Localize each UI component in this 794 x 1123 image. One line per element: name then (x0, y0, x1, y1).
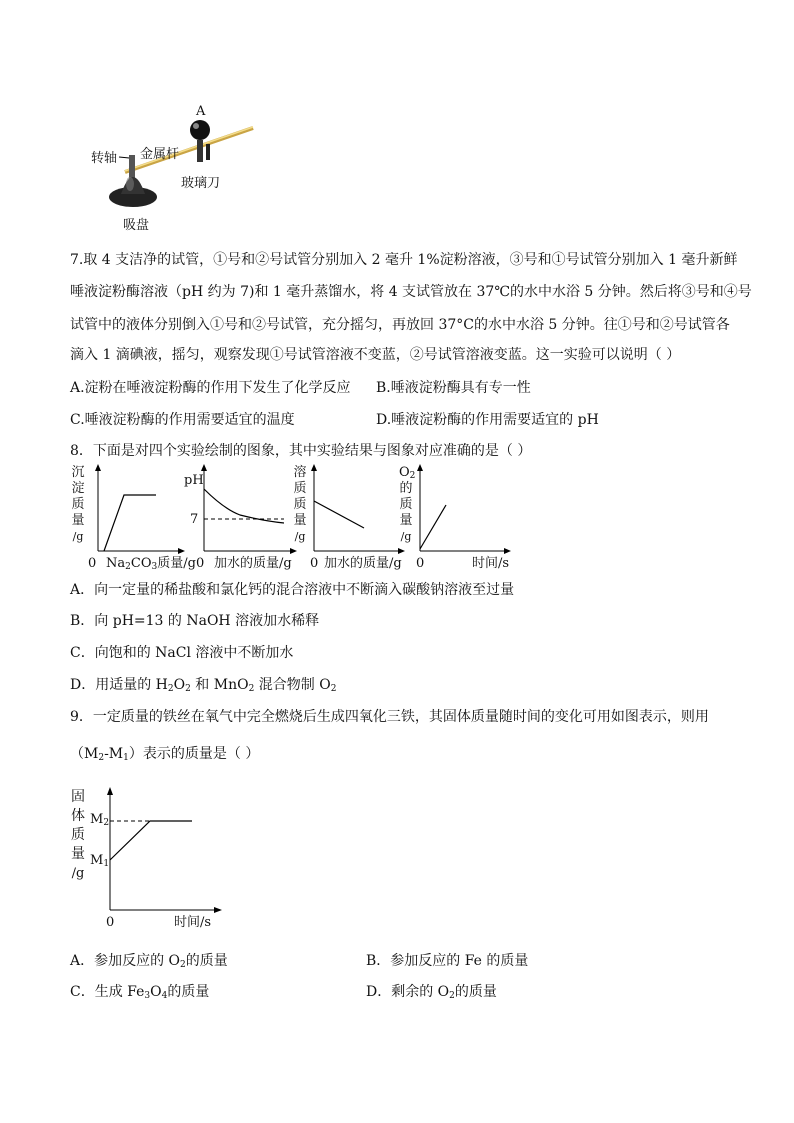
q9-curve (110, 821, 192, 860)
q8-stem: 8．下面是对四个实验绘制的图象，其中实验结果与图象对应准确的是（ ） (70, 443, 532, 459)
q9-ylabel-1: 固 (71, 789, 85, 805)
q8-graph-2 (180, 463, 300, 573)
g2-xlabel: 加水的质量/g (214, 556, 292, 571)
glass-cutter-figure (85, 100, 265, 235)
glass-cutter-image (85, 100, 265, 235)
g4-xlabel: 时间/s (472, 556, 510, 571)
g1-curve (104, 495, 156, 551)
q9-option-d[interactable]: D．剩余的 $O_2$的质量 (366, 984, 497, 1001)
g1-ylabel-5: /g (72, 530, 84, 543)
q8-option-d[interactable]: D．用适量的 $H_2O_2$ 和 MnO$_2$ 混合物制 $O_2$ (70, 677, 337, 694)
g2-origin: 0 (196, 556, 205, 571)
q9-m2-label: $M_2$ (90, 812, 110, 828)
g3-curve (314, 501, 364, 528)
label-glass-knife: 玻璃刀 (181, 176, 221, 191)
g4-ylabel-2: 质 (399, 497, 413, 512)
q7-line-1: 7.取 4 支洁净的试管，①号和②号试管分别加入 2 毫升 1%淀粉溶液，③号和①号试管分别加入 1 毫升新鲜 (70, 252, 738, 268)
q8-option-b[interactable]: B．向 pH=13 的 NaOH 溶液加水稀释 (70, 613, 320, 629)
shaft-post (129, 155, 135, 179)
g3-ylabel-4: 量 (293, 513, 307, 528)
q9-ylabel-3: 质 (71, 827, 85, 843)
q8-graph-4 (396, 463, 516, 573)
g1-ylabel-3: 质 (71, 497, 85, 512)
q9-ylabel-5: /g (71, 866, 85, 881)
ball-a (190, 120, 210, 140)
g4-ylabel-1: 的 (399, 481, 413, 496)
g4-ylabel-3: 量 (399, 513, 413, 528)
q9-option-c[interactable]: C．生成 $Fe_3O_4$的质量 (70, 984, 210, 1001)
g3-xlabel: 加水的质量/g (324, 556, 402, 571)
q7-line-3: 试管中的液体分别倒入①号和②号试管，充分摇匀，再放回 37°C的水中水浴 5 分钟。往①号和②号试管各 (70, 317, 730, 333)
q7-option-a[interactable]: A.淀粉在唾液淀粉酶的作用下发生了化学反应 (70, 380, 351, 396)
q9-origin: 0 (106, 915, 115, 930)
g4-ylabel-4: /g (400, 530, 412, 543)
q7-line-4: 滴入 1 滴碘液，摇匀，观察发现①号试管溶液不变蓝，②号试管溶液变蓝。这一实验可以说明（ ） (70, 347, 681, 363)
g3-ylabel-1: 溶 (293, 465, 307, 480)
g1-origin: 0 (88, 556, 97, 571)
q7-option-d[interactable]: D.唾液淀粉酶的作用需要适宜的 pH (376, 412, 599, 428)
g2-curve (204, 489, 284, 523)
q8-graph-3 (290, 463, 410, 573)
q7-option-b[interactable]: B.唾液淀粉酶具有专一性 (376, 380, 531, 396)
glass-knife (197, 140, 203, 162)
g4-curve (420, 505, 446, 549)
q7-option-c[interactable]: C.唾液淀粉酶的作用需要适宜的温度 (70, 412, 295, 428)
g3-ylabel-5: /g (294, 530, 306, 543)
g3-ylabel-3: 质 (293, 497, 307, 512)
g2-tick-7: 7 (190, 512, 199, 527)
q8-option-a[interactable]: A．向一定量的稀盐酸和氯化钙的混合溶液中不断滴入碳酸钠溶液至过量 (70, 582, 515, 598)
q9-graph (68, 785, 228, 935)
label-shaft: 转轴 (91, 151, 118, 166)
q9-m1-label: $M_1$ (90, 853, 110, 869)
q9-stem-line-1: 9．一定质量的铁丝在氧气中完全燃烧后生成四氧化三铁，其固体质量随时间的变化可用如图表示，则用 (70, 709, 709, 725)
q9-xlabel: 时间/s (174, 915, 212, 930)
g1-ylabel-1: 沉 (71, 465, 85, 480)
g1-xlabel: $Na_2CO_3$质量/g (106, 556, 196, 572)
q9-ylabel-2: 体 (71, 808, 85, 824)
q9-ylabel-4: 量 (71, 846, 85, 862)
label-a: A (196, 104, 206, 119)
g1-ylabel-4: 量 (71, 513, 85, 528)
g1-ylabel-2: 淀 (71, 481, 85, 496)
g3-ylabel-2: 质 (293, 481, 307, 496)
q9-option-b[interactable]: B．参加反应的 Fe 的质量 (366, 953, 529, 969)
g4-origin: 0 (416, 556, 425, 571)
q8-option-c[interactable]: C．向饱和的 NaCl 溶液中不断加水 (70, 645, 294, 661)
label-suction-cup: 吸盘 (123, 218, 150, 233)
label-metal-rod: 金属杆 (140, 147, 180, 162)
q9-stem-line-2: $(M_2-M_1)$表示的质量是（ ） (70, 746, 260, 763)
g3-origin: 0 (310, 556, 319, 571)
q7-line-2: 唾液淀粉酶溶液（pH 约为 7)和 1 毫升蒸馏水，将 4 支试管放在 37℃的水中水浴 5 分钟。然后将③号和④号 (70, 284, 752, 300)
g4-ylabel-o2: $O_2$ (399, 465, 416, 481)
g2-ylabel: pH (184, 473, 204, 488)
q9-option-a[interactable]: A．参加反应的 $O_2$的质量 (70, 953, 228, 970)
